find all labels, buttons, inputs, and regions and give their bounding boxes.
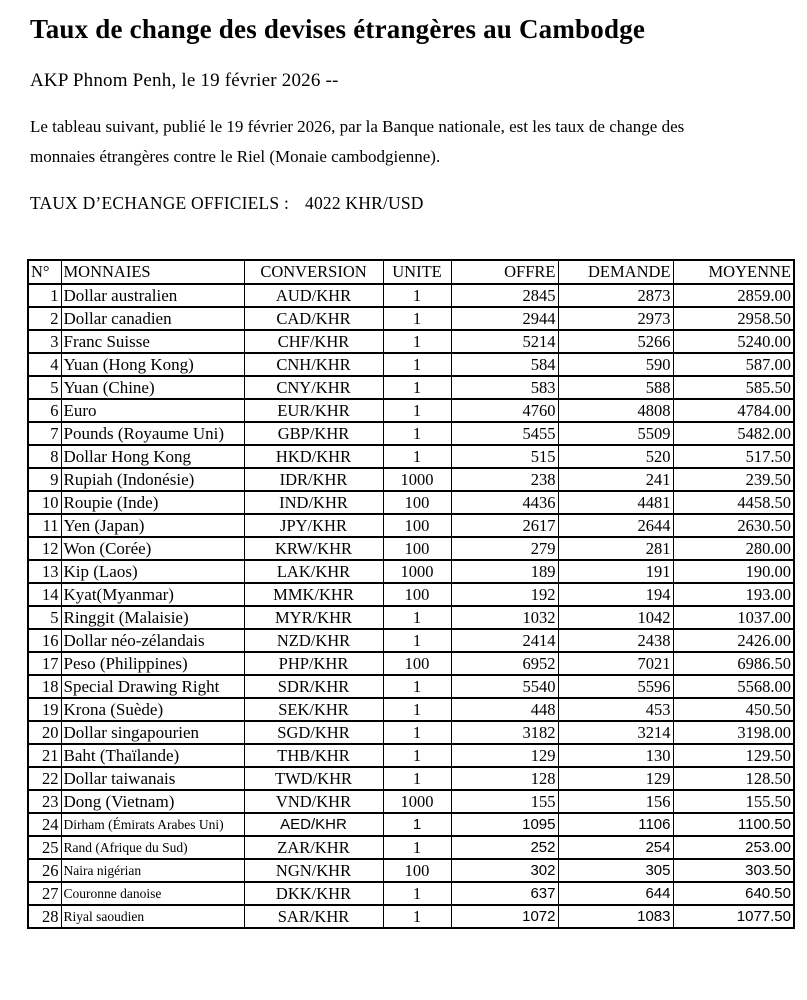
cell-demande: 241 [558, 468, 673, 491]
cell-demande: 5266 [558, 330, 673, 353]
cell-offre: 252 [451, 836, 558, 859]
dateline: AKP Phnom Penh, le 19 février 2026 -- [30, 70, 339, 91]
table-row [28, 307, 794, 330]
cell-offre: 584 [451, 353, 558, 376]
cell-offre: 155 [451, 790, 558, 813]
cell-moyenne: 450.50 [673, 698, 794, 721]
cell-demande: 305 [558, 859, 673, 882]
cell-unit: 1 [383, 399, 451, 422]
cell-no: 27 [28, 882, 61, 905]
table-row [28, 445, 794, 468]
cell-conversion: CAD/KHR [244, 307, 383, 330]
cell-offre: 279 [451, 537, 558, 560]
header-no: N° [28, 260, 61, 284]
cell-conversion: GBP/KHR [244, 422, 383, 445]
cell-name: Kip (Laos) [61, 560, 244, 583]
header-conversion: CONVERSION [244, 260, 383, 284]
cell-moyenne: 253.00 [673, 836, 794, 859]
header-monnaies: MONNAIES [61, 260, 244, 284]
header-demande: DEMANDE [558, 260, 673, 284]
header-unite: UNITE [383, 260, 451, 284]
cell-demande: 2438 [558, 629, 673, 652]
cell-name: Euro [61, 399, 244, 422]
cell-moyenne: 5568.00 [673, 675, 794, 698]
cell-moyenne: 585.50 [673, 376, 794, 399]
table-row [28, 721, 794, 744]
cell-demande: 2644 [558, 514, 673, 537]
cell-name: Pounds (Royaume Uni) [61, 422, 244, 445]
cell-unit: 100 [383, 491, 451, 514]
cell-moyenne: 155.50 [673, 790, 794, 813]
cell-unit: 100 [383, 537, 451, 560]
cell-name: Riyal saoudien [61, 905, 244, 928]
cell-name: Dollar australien [61, 284, 244, 307]
cell-no: 14 [28, 583, 61, 606]
intro-line-1: Le tableau suivant, publié le 19 février 2026, par la Banque nationale, est les taux de change des [30, 117, 685, 136]
page-title: Taux de change des devises étrangères au Cambodge [30, 14, 646, 44]
cell-no: 3 [28, 330, 61, 353]
cell-offre: 2617 [451, 514, 558, 537]
cell-offre: 129 [451, 744, 558, 767]
cell-moyenne: 4784.00 [673, 399, 794, 422]
cell-demande: 254 [558, 836, 673, 859]
cell-demande: 191 [558, 560, 673, 583]
cell-conversion: THB/KHR [244, 744, 383, 767]
cell-moyenne: 1100.50 [673, 813, 794, 836]
cell-conversion: NZD/KHR [244, 629, 383, 652]
cell-moyenne: 5240.00 [673, 330, 794, 353]
cell-moyenne: 2958.50 [673, 307, 794, 330]
cell-name: Won (Corée) [61, 537, 244, 560]
cell-moyenne: 2426.00 [673, 629, 794, 652]
cell-no: 10 [28, 491, 61, 514]
table-row [28, 698, 794, 721]
table-row [28, 284, 794, 307]
cell-demande: 590 [558, 353, 673, 376]
cell-name: Dirham (Émirats Arabes Uni) [61, 813, 244, 836]
cell-moyenne: 303.50 [673, 859, 794, 882]
cell-no: 8 [28, 445, 61, 468]
cell-moyenne: 4458.50 [673, 491, 794, 514]
cell-demande: 2873 [558, 284, 673, 307]
cell-offre: 2845 [451, 284, 558, 307]
cell-moyenne: 2630.50 [673, 514, 794, 537]
cell-conversion: LAK/KHR [244, 560, 383, 583]
cell-unit: 100 [383, 859, 451, 882]
cell-no: 21 [28, 744, 61, 767]
official-rate-line [30, 193, 793, 214]
cell-name: Krona (Suède) [61, 698, 244, 721]
table-row [28, 468, 794, 491]
cell-no: 26 [28, 859, 61, 882]
cell-conversion: SDR/KHR [244, 675, 383, 698]
cell-no: 7 [28, 422, 61, 445]
cell-no: 23 [28, 790, 61, 813]
cell-offre: 515 [451, 445, 558, 468]
cell-moyenne: 1037.00 [673, 606, 794, 629]
cell-offre: 238 [451, 468, 558, 491]
cell-name: Naira nigérian [61, 859, 244, 882]
cell-name: Yuan (Chine) [61, 376, 244, 399]
cell-no: 1 [28, 284, 61, 307]
cell-name: Dollar singapourien [61, 721, 244, 744]
cell-demande: 4808 [558, 399, 673, 422]
cell-conversion: DKK/KHR [244, 882, 383, 905]
cell-demande: 2973 [558, 307, 673, 330]
cell-moyenne: 239.50 [673, 468, 794, 491]
cell-no: 12 [28, 537, 61, 560]
cell-demande: 588 [558, 376, 673, 399]
cell-unit: 1 [383, 307, 451, 330]
cell-unit: 1 [383, 905, 451, 928]
cell-unit: 1 [383, 330, 451, 353]
cell-name: Couronne danoise [61, 882, 244, 905]
table-row [28, 422, 794, 445]
table-row [28, 537, 794, 560]
cell-name: Roupie (Inde) [61, 491, 244, 514]
cell-unit: 100 [383, 514, 451, 537]
cell-moyenne: 640.50 [673, 882, 794, 905]
cell-offre: 302 [451, 859, 558, 882]
cell-offre: 583 [451, 376, 558, 399]
cell-conversion: VND/KHR [244, 790, 383, 813]
cell-offre: 2944 [451, 307, 558, 330]
cell-demande: 1083 [558, 905, 673, 928]
cell-unit: 1 [383, 721, 451, 744]
cell-no: 17 [28, 652, 61, 675]
cell-name: Yuan (Hong Kong) [61, 353, 244, 376]
cell-unit: 1000 [383, 790, 451, 813]
cell-moyenne: 190.00 [673, 560, 794, 583]
exchange-table-body [28, 284, 794, 928]
cell-conversion: ZAR/KHR [244, 836, 383, 859]
cell-moyenne: 2859.00 [673, 284, 794, 307]
cell-name: Dong (Vietnam) [61, 790, 244, 813]
cell-demande: 156 [558, 790, 673, 813]
cell-moyenne: 128.50 [673, 767, 794, 790]
cell-demande: 1042 [558, 606, 673, 629]
table-row [28, 744, 794, 767]
cell-name: Baht (Thaïlande) [61, 744, 244, 767]
cell-offre: 2414 [451, 629, 558, 652]
table-row [28, 905, 794, 928]
table-row [28, 767, 794, 790]
cell-demande: 644 [558, 882, 673, 905]
table-row [28, 675, 794, 698]
cell-unit: 1 [383, 767, 451, 790]
table-row [28, 606, 794, 629]
cell-offre: 1032 [451, 606, 558, 629]
cell-unit: 1000 [383, 468, 451, 491]
table-row [28, 560, 794, 583]
table-row [28, 330, 794, 353]
cell-offre: 128 [451, 767, 558, 790]
cell-no: 2 [28, 307, 61, 330]
cell-demande: 520 [558, 445, 673, 468]
cell-name: Peso (Philippines) [61, 652, 244, 675]
cell-conversion: SAR/KHR [244, 905, 383, 928]
cell-demande: 130 [558, 744, 673, 767]
cell-demande: 4481 [558, 491, 673, 514]
cell-no: 18 [28, 675, 61, 698]
cell-moyenne: 3198.00 [673, 721, 794, 744]
cell-no: 4 [28, 353, 61, 376]
cell-demande: 5509 [558, 422, 673, 445]
cell-conversion: MMK/KHR [244, 583, 383, 606]
intro-paragraph [30, 112, 793, 172]
cell-conversion: KRW/KHR [244, 537, 383, 560]
cell-conversion: IND/KHR [244, 491, 383, 514]
cell-moyenne: 193.00 [673, 583, 794, 606]
table-row [28, 836, 794, 859]
cell-conversion: EUR/KHR [244, 399, 383, 422]
cell-offre: 1095 [451, 813, 558, 836]
exchange-rate-table [27, 259, 795, 929]
cell-no: 28 [28, 905, 61, 928]
table-row [28, 813, 794, 836]
cell-offre: 5214 [451, 330, 558, 353]
cell-name: Rupiah (Indonésie) [61, 468, 244, 491]
cell-unit: 100 [383, 652, 451, 675]
cell-demande: 129 [558, 767, 673, 790]
cell-conversion: NGN/KHR [244, 859, 383, 882]
cell-moyenne: 5482.00 [673, 422, 794, 445]
cell-conversion: SEK/KHR [244, 698, 383, 721]
cell-offre: 4436 [451, 491, 558, 514]
cell-offre: 3182 [451, 721, 558, 744]
cell-no: 5 [28, 376, 61, 399]
cell-no: 11 [28, 514, 61, 537]
cell-moyenne: 6986.50 [673, 652, 794, 675]
cell-no: 16 [28, 629, 61, 652]
cell-conversion: IDR/KHR [244, 468, 383, 491]
cell-moyenne: 280.00 [673, 537, 794, 560]
cell-unit: 1 [383, 629, 451, 652]
table-row [28, 491, 794, 514]
official-rate-value: 4022 KHR/USD [305, 193, 424, 213]
cell-name: Special Drawing Right [61, 675, 244, 698]
cell-unit: 1 [383, 675, 451, 698]
cell-moyenne: 517.50 [673, 445, 794, 468]
table-row [28, 790, 794, 813]
cell-name: Yen (Japan) [61, 514, 244, 537]
table-row [28, 353, 794, 376]
cell-no: 13 [28, 560, 61, 583]
cell-demande: 5596 [558, 675, 673, 698]
cell-demande: 3214 [558, 721, 673, 744]
official-rate-label: TAUX D’ECHANGE OFFICIELS : [30, 193, 290, 213]
cell-demande: 281 [558, 537, 673, 560]
cell-name: Ringgit (Malaisie) [61, 606, 244, 629]
cell-demande: 1106 [558, 813, 673, 836]
table-row [28, 859, 794, 882]
cell-unit: 1 [383, 376, 451, 399]
table-row [28, 629, 794, 652]
cell-no: 9 [28, 468, 61, 491]
cell-unit: 1 [383, 606, 451, 629]
cell-offre: 192 [451, 583, 558, 606]
header-offre: OFFRE [451, 260, 558, 284]
cell-conversion: JPY/KHR [244, 514, 383, 537]
cell-name: Dollar néo-zélandais [61, 629, 244, 652]
cell-unit: 1 [383, 882, 451, 905]
cell-conversion: CNY/KHR [244, 376, 383, 399]
cell-conversion: MYR/KHR [244, 606, 383, 629]
cell-moyenne: 1077.50 [673, 905, 794, 928]
cell-unit: 1 [383, 836, 451, 859]
cell-unit: 1 [383, 813, 451, 836]
cell-no: 19 [28, 698, 61, 721]
cell-no: 25 [28, 836, 61, 859]
cell-unit: 1 [383, 698, 451, 721]
cell-demande: 194 [558, 583, 673, 606]
cell-unit: 100 [383, 583, 451, 606]
cell-conversion: AUD/KHR [244, 284, 383, 307]
cell-offre: 189 [451, 560, 558, 583]
cell-no: 6 [28, 399, 61, 422]
table-header-row [28, 260, 794, 284]
cell-offre: 637 [451, 882, 558, 905]
table-row [28, 583, 794, 606]
cell-conversion: CHF/KHR [244, 330, 383, 353]
table-row [28, 376, 794, 399]
cell-conversion: PHP/KHR [244, 652, 383, 675]
cell-offre: 6952 [451, 652, 558, 675]
table-row [28, 882, 794, 905]
cell-no: 24 [28, 813, 61, 836]
cell-demande: 7021 [558, 652, 673, 675]
cell-unit: 1 [383, 422, 451, 445]
cell-name: Rand (Afrique du Sud) [61, 836, 244, 859]
table-row [28, 399, 794, 422]
cell-demande: 453 [558, 698, 673, 721]
cell-name: Franc Suisse [61, 330, 244, 353]
cell-name: Dollar canadien [61, 307, 244, 330]
cell-unit: 1 [383, 284, 451, 307]
intro-line-2: monnaies étrangères contre le Riel (Monaie cambodgienne). [30, 147, 441, 166]
cell-name: Dollar Hong Kong [61, 445, 244, 468]
cell-name: Dollar taiwanais [61, 767, 244, 790]
cell-unit: 1 [383, 744, 451, 767]
cell-no: 20 [28, 721, 61, 744]
cell-moyenne: 587.00 [673, 353, 794, 376]
header-moyenne: MOYENNE [673, 260, 794, 284]
table-row [28, 514, 794, 537]
cell-no: 5 [28, 606, 61, 629]
cell-offre: 5455 [451, 422, 558, 445]
cell-conversion: AED/KHR [244, 813, 383, 836]
table-row [28, 652, 794, 675]
cell-no: 22 [28, 767, 61, 790]
cell-offre: 1072 [451, 905, 558, 928]
cell-conversion: CNH/KHR [244, 353, 383, 376]
cell-conversion: TWD/KHR [244, 767, 383, 790]
cell-unit: 1 [383, 353, 451, 376]
cell-name: Kyat(Myanmar) [61, 583, 244, 606]
cell-offre: 4760 [451, 399, 558, 422]
cell-unit: 1 [383, 445, 451, 468]
cell-offre: 5540 [451, 675, 558, 698]
cell-unit: 1000 [383, 560, 451, 583]
cell-offre: 448 [451, 698, 558, 721]
cell-moyenne: 129.50 [673, 744, 794, 767]
cell-conversion: HKD/KHR [244, 445, 383, 468]
cell-conversion: SGD/KHR [244, 721, 383, 744]
